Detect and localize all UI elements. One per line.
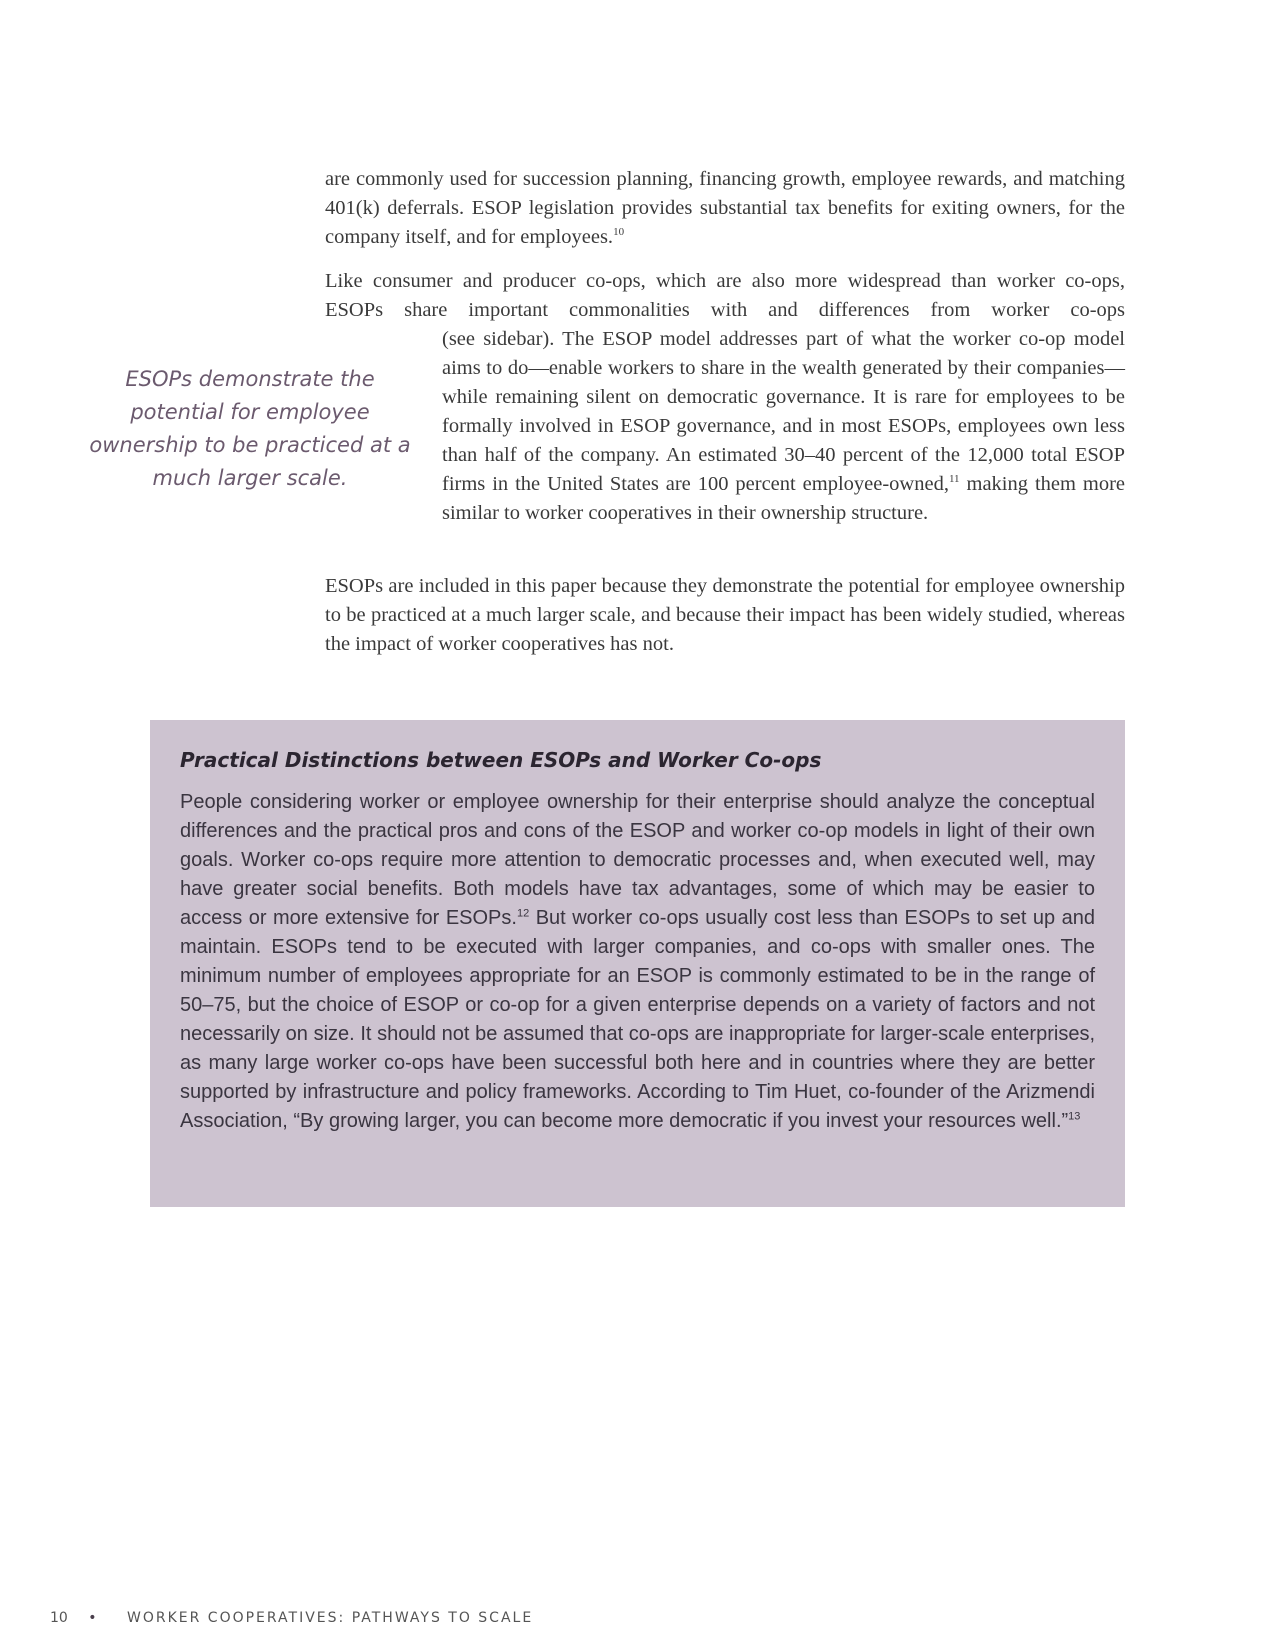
pull-quote: ESOPs demonstrate the potential for employee ownership to be practiced at a much larger scale. — [89, 367, 411, 490]
body-paragraph-2-continued — [442, 325, 1125, 528]
body-paragraph-3 — [325, 572, 1125, 659]
paragraph-text: are commonly used for succession planning, financing growth, employee rewards, and matching 401(k) deferrals. ESOP legislation provides substantial tax benefits for exiting owners, for the company itself, and for employees. — [325, 168, 1125, 248]
sidebar-body — [180, 788, 1095, 1136]
footnote-ref[interactable]: 13 — [1068, 1110, 1081, 1123]
paragraph-text: ESOPs are included in this paper because they demonstrate the potential for employee ownership to be practiced at a much larger scale, and because their impact has been widely studied, whereas the impact of worker cooperatives has not. — [325, 575, 1125, 655]
sidebar-text: People considering worker or employee ownership for their enterprise should analyze the conceptual differences and the practical pros and cons of the ESOP and worker co-op models in light of their own goals. Worker co-ops require more attention to democratic processes and, when executed well, may have greater social benefits. Both models have tax advantages, some of which may be easier to access or more extensive for ESOPs. — [180, 791, 1095, 929]
page-footer — [50, 1610, 533, 1626]
running-title: WORKER COOPERATIVES: PATHWAYS TO SCALE — [127, 1610, 534, 1626]
bullet-separator-icon: • — [88, 1610, 99, 1626]
sidebar-box — [150, 720, 1125, 1207]
footnote-ref[interactable]: 10 — [613, 226, 625, 239]
page-number: 10 — [50, 1610, 68, 1626]
sidebar-text: But worker co-ops usually cost less than ESOPs to set up and maintain. ESOPs tend to be executed with larger companies, and co-ops with smaller ones. The minimum number of employees appropriate for an ESOP is commonly estimated to be in the range of 50–75, but the choice of ESOP or co-op for a given enterprise depends on a variety of factors and not necessarily on size. It should not be assumed that co-ops are inappropriate for larger-scale enterprises, as many large worker co-ops have been successful both here and in countries where they are better supported by infrastructure and policy frameworks. According to Tim Huet, co-founder of the Arizmendi Association, “By growing larger, you can become more democratic if you invest your resources well.” — [180, 907, 1096, 1132]
footnote-ref[interactable]: 11 — [948, 473, 960, 486]
footnote-ref[interactable]: 12 — [516, 907, 530, 920]
paragraph-text: (see sidebar). The ESOP model addresses part of what the worker co-op model aims to do—enable workers to share in the wealth generated by their companies—while remaining silent on democratic governance. It is rare for employees to be formally involved in ESOP governance, and in most ESOPs, employees own less than half of the company. An estimated 30–40 percent of the 12,000 total ESOP firms in the United States are 100 percent employee-owned, — [442, 328, 1125, 495]
body-paragraph-2-lead — [325, 267, 1125, 325]
sidebar-title: Practical Distinctions between ESOPs and Worker Co-ops — [180, 748, 822, 772]
body-paragraph-1 — [325, 165, 1125, 252]
paragraph-text: Like consumer and producer co-ops, which are also more widespread than worker co-ops, ESOPs share important commonalities with and differences from worker co-ops — [325, 270, 1125, 321]
paragraph-text: making them more similar to worker cooperatives in their ownership structure. — [442, 473, 1125, 524]
